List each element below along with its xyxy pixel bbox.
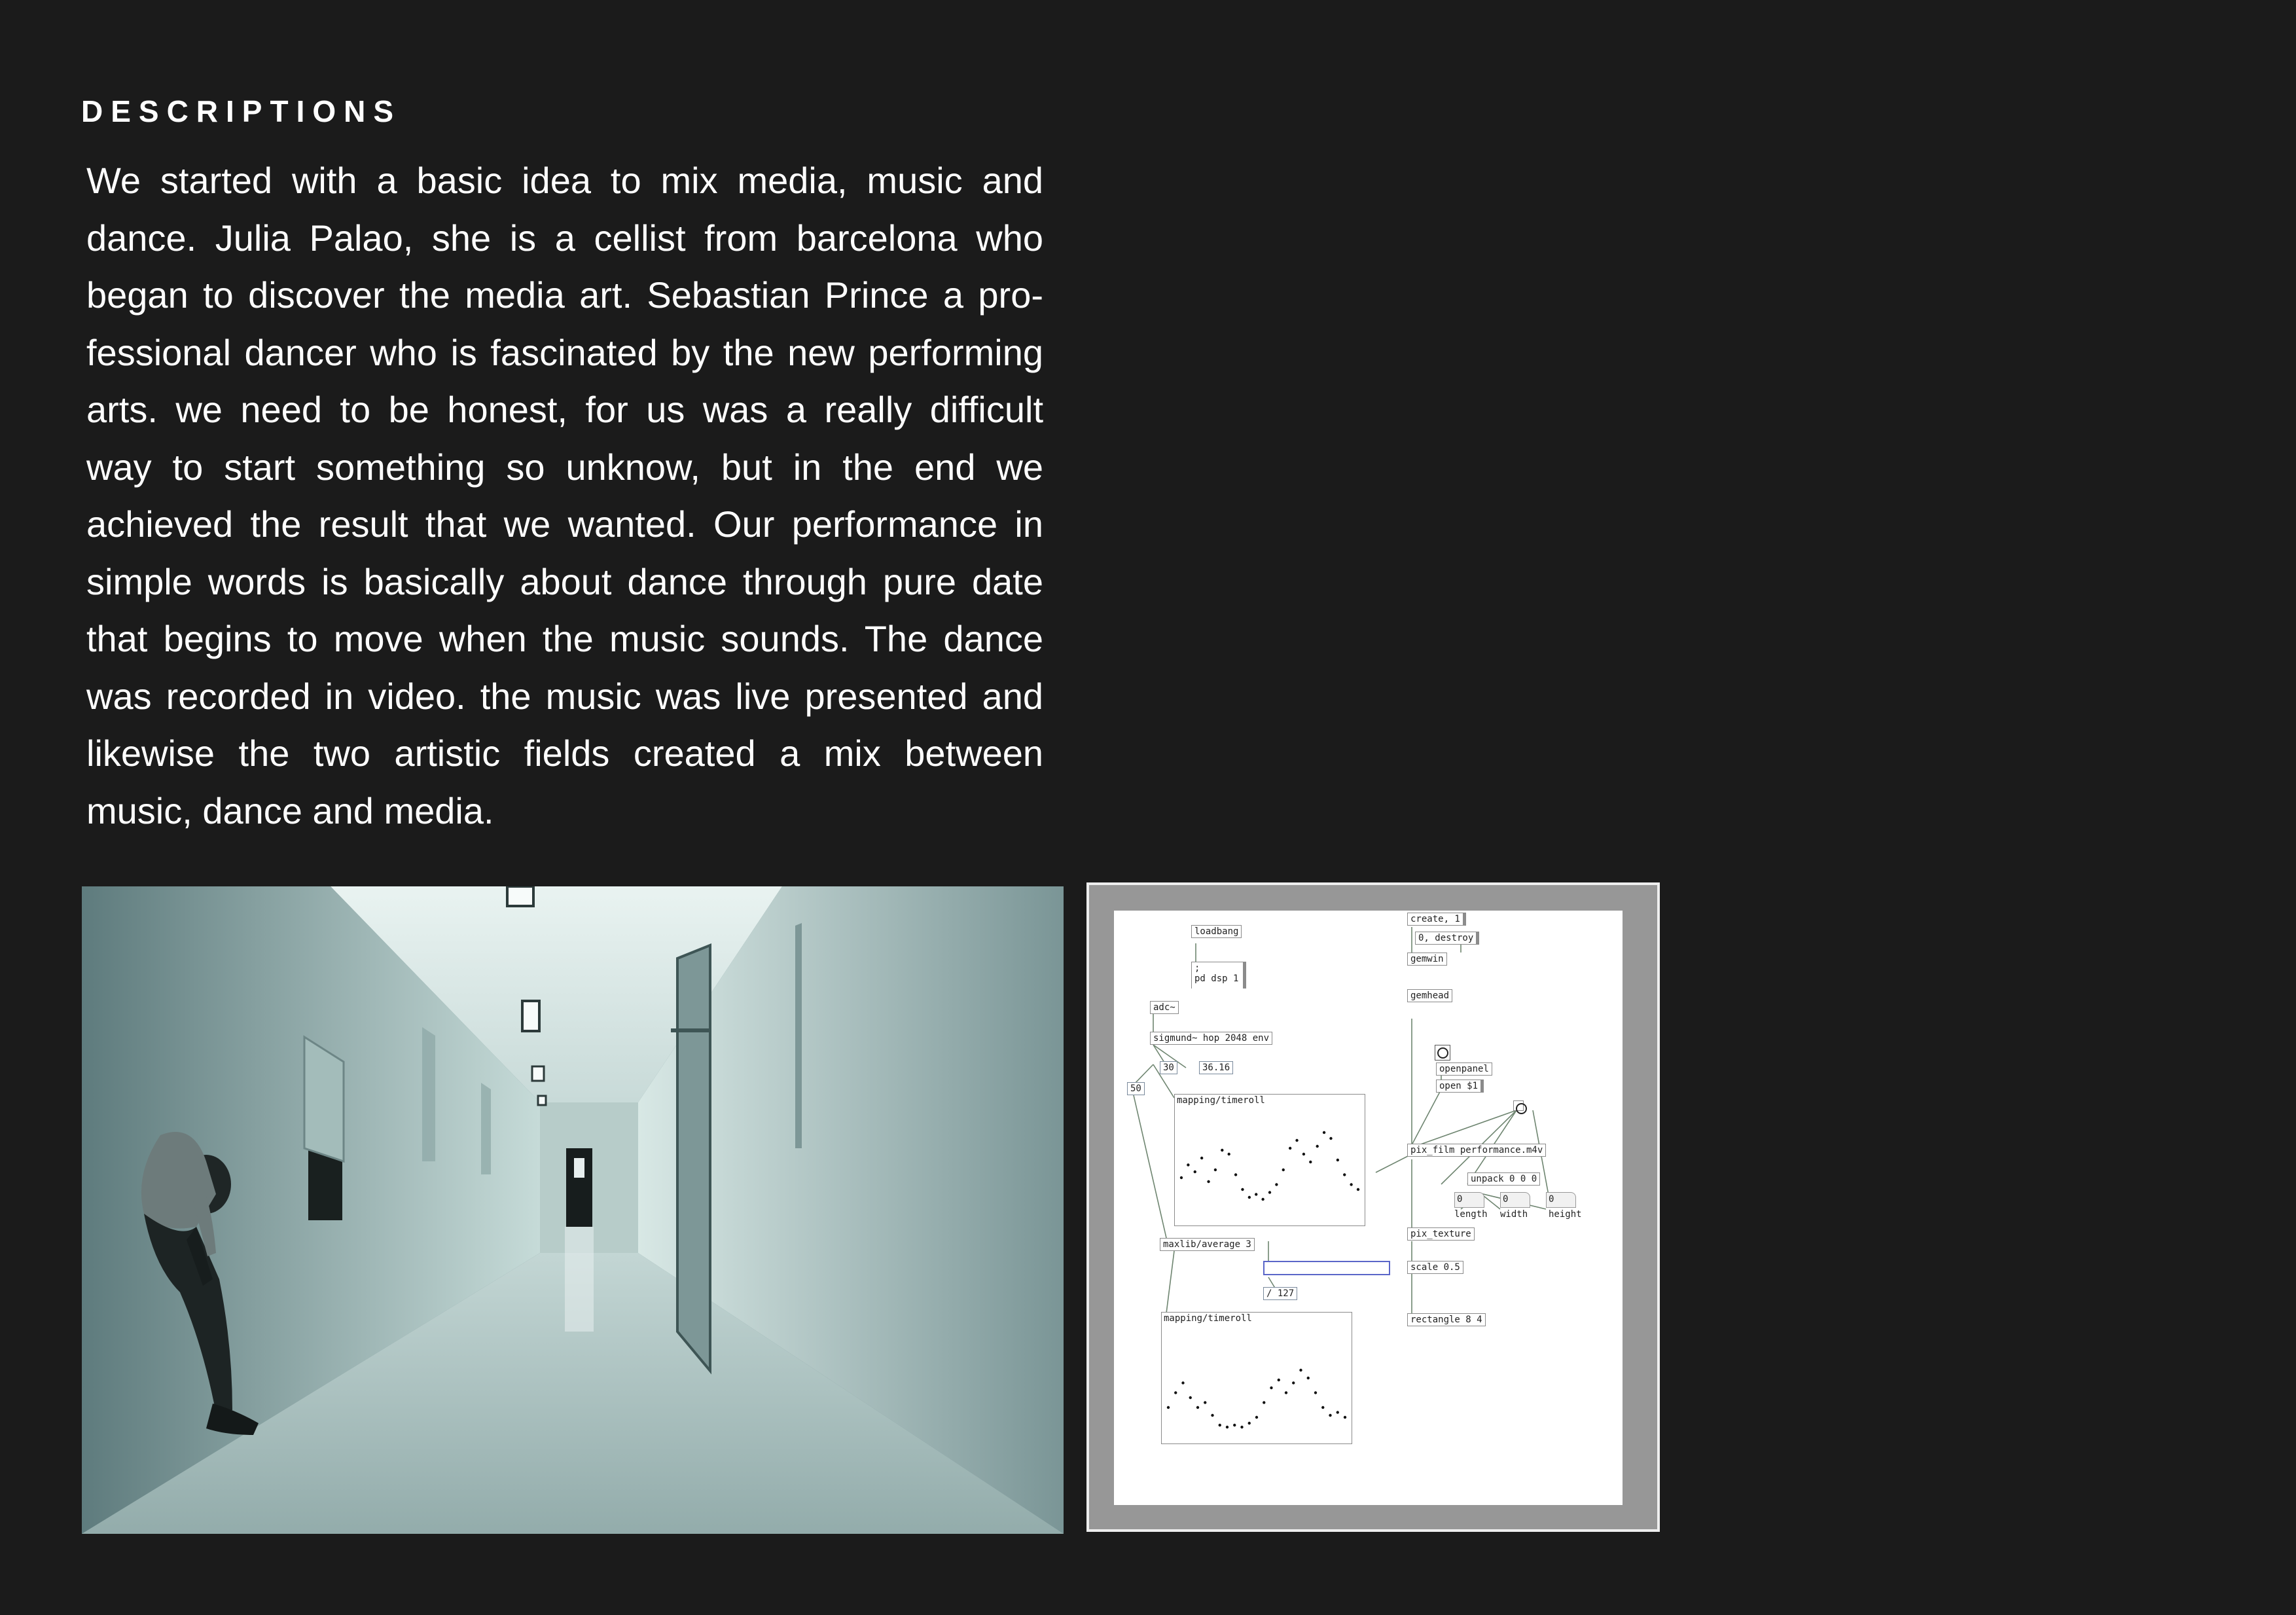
trace-point: [1261, 1198, 1264, 1201]
gemwin-object[interactable]: gemwin: [1407, 953, 1447, 966]
trace-point: [1314, 1391, 1317, 1394]
open-message[interactable]: open $1: [1436, 1080, 1484, 1093]
dsp-message[interactable]: [1191, 962, 1246, 989]
trace-point: [1255, 1416, 1258, 1419]
number-box-50[interactable]: 50: [1127, 1082, 1145, 1095]
trace-point: [1226, 1426, 1229, 1428]
trace-point: [1248, 1422, 1251, 1424]
gemhead-object[interactable]: gemhead: [1407, 989, 1452, 1002]
width-value: 0: [1503, 1194, 1509, 1205]
number-box-length[interactable]: [1454, 1192, 1484, 1208]
trace-point: [1204, 1401, 1206, 1404]
trace-point: [1357, 1188, 1359, 1191]
gem-bang[interactable]: [1513, 1100, 1524, 1111]
paragraph-line: We started with a basic idea to mix media, music and: [86, 160, 1043, 201]
trace-point: [1295, 1139, 1298, 1142]
trace-point: [1343, 1173, 1346, 1176]
timeroll-graph-2[interactable]: [1161, 1312, 1352, 1444]
maxlib-average-object[interactable]: maxlib/average 3: [1160, 1238, 1255, 1251]
length-value: 0: [1457, 1194, 1463, 1205]
trace-point: [1167, 1406, 1170, 1409]
height-value: 0: [1549, 1194, 1554, 1205]
trace-point: [1323, 1131, 1325, 1134]
pd-patch-canvas[interactable]: [1114, 911, 1623, 1505]
number-box-30[interactable]: 30: [1160, 1061, 1177, 1074]
trace-point: [1278, 1379, 1280, 1381]
unpack-object[interactable]: unpack 0 0 0: [1467, 1172, 1540, 1186]
trace-point: [1302, 1153, 1305, 1155]
paragraph-line: likewise the two artistic fields created a mix between: [86, 733, 1043, 774]
corridor-illustration: [82, 886, 1064, 1534]
timeroll-plot-1: [1175, 1095, 1365, 1225]
trace-point: [1275, 1183, 1278, 1186]
trace-point: [1285, 1391, 1287, 1394]
trace-point: [1207, 1180, 1210, 1183]
trace-point: [1221, 1149, 1223, 1152]
paragraph-line: dance. Julia Palao, she is a cellist from barcelona who: [86, 217, 1043, 259]
trace-point: [1289, 1147, 1291, 1150]
trace-point: [1316, 1145, 1318, 1148]
paragraph-line: way to start something so unknow, but in the end we: [86, 446, 1043, 488]
paragraph-line: that begins to move when the music sounds. The dance: [86, 618, 1043, 659]
trace-point: [1255, 1193, 1257, 1195]
trace-point: [1200, 1157, 1203, 1159]
trace-point: [1196, 1406, 1199, 1409]
sigmund-object[interactable]: sigmund~ hop 2048 env: [1150, 1032, 1272, 1045]
semicolon-text: ;: [1194, 963, 1200, 973]
paragraph-line: music, dance and media.: [86, 789, 494, 831]
trace-point: [1263, 1401, 1265, 1404]
trace-point: [1268, 1191, 1271, 1193]
openpanel-object[interactable]: openpanel: [1436, 1062, 1492, 1076]
trace-point: [1282, 1169, 1285, 1171]
destroy-message[interactable]: 0, destroy: [1415, 932, 1479, 945]
trace-point: [1329, 1414, 1331, 1417]
trace-point: [1350, 1183, 1352, 1186]
length-label: length: [1454, 1209, 1488, 1220]
trace-point: [1219, 1424, 1221, 1426]
number-box-height[interactable]: [1546, 1192, 1576, 1208]
paragraph-line: simple words is basically about dance through pure date: [86, 560, 1043, 602]
number-box-36[interactable]: 36.16: [1199, 1061, 1233, 1074]
loadbang-object[interactable]: loadbang: [1191, 925, 1242, 938]
create-message[interactable]: create, 1: [1407, 913, 1466, 926]
pix-texture-object[interactable]: pix_texture: [1407, 1227, 1475, 1241]
trace-point: [1227, 1153, 1230, 1155]
scale-object[interactable]: scale 0.5: [1407, 1261, 1463, 1274]
horizontal-slider[interactable]: [1263, 1261, 1390, 1275]
trace-point: [1321, 1406, 1324, 1409]
trace-point: [1270, 1387, 1272, 1389]
timeroll-plot-2: [1162, 1313, 1352, 1443]
trace-point: [1189, 1396, 1192, 1399]
rectangle-object[interactable]: rectangle 8 4: [1407, 1313, 1486, 1326]
trace-point: [1194, 1170, 1196, 1173]
trace-point: [1214, 1169, 1217, 1171]
trace-point: [1309, 1161, 1312, 1163]
trace-point: [1307, 1377, 1310, 1379]
paragraph-line: began to discover the media art. Sebastian Prince a pro-: [86, 274, 1043, 316]
trace-point: [1187, 1163, 1189, 1166]
trace-point: [1329, 1137, 1332, 1140]
trace-point: [1299, 1369, 1302, 1371]
trace-point: [1233, 1424, 1236, 1426]
paragraph-line: fessional dancer who is fascinated by the new performing: [86, 331, 1043, 373]
trace-point: [1240, 1426, 1243, 1428]
trace-point: [1241, 1188, 1244, 1191]
trace-point: [1344, 1416, 1346, 1419]
description-paragraph: [86, 152, 1043, 839]
trace-point: [1234, 1173, 1237, 1176]
timeroll-label-2: mapping/timeroll: [1164, 1313, 1252, 1324]
timeroll-label-1: mapping/timeroll: [1177, 1095, 1265, 1106]
pix-film-object[interactable]: pix_film performance.m4v: [1407, 1144, 1546, 1157]
dsp-text: pd dsp 1: [1194, 973, 1239, 984]
divide-127-object[interactable]: / 127: [1263, 1287, 1297, 1300]
adc-object[interactable]: adc~: [1150, 1001, 1179, 1014]
width-label: width: [1500, 1209, 1528, 1220]
trace-point: [1211, 1414, 1213, 1417]
number-box-width[interactable]: [1500, 1192, 1530, 1208]
paragraph-line: was recorded in video. the music was live presented and: [86, 675, 1043, 717]
trace-point: [1180, 1176, 1183, 1179]
paragraph-line: arts. we need to be honest, for us was a really difficult: [86, 389, 1043, 430]
trace-point: [1292, 1381, 1295, 1384]
trace-point: [1174, 1391, 1177, 1394]
performance-photo: [82, 886, 1064, 1534]
trace-point: [1248, 1196, 1251, 1199]
timeroll-graph-1[interactable]: [1174, 1094, 1365, 1226]
paragraph-line: achieved the result that we wanted. Our performance in: [86, 503, 1043, 545]
trace-point: [1181, 1381, 1184, 1384]
bang-button[interactable]: [1435, 1045, 1450, 1061]
trace-point: [1336, 1159, 1339, 1161]
section-heading: DESCRIPTIONS: [81, 94, 402, 128]
trace-point: [1336, 1411, 1339, 1413]
height-label: height: [1549, 1209, 1582, 1220]
